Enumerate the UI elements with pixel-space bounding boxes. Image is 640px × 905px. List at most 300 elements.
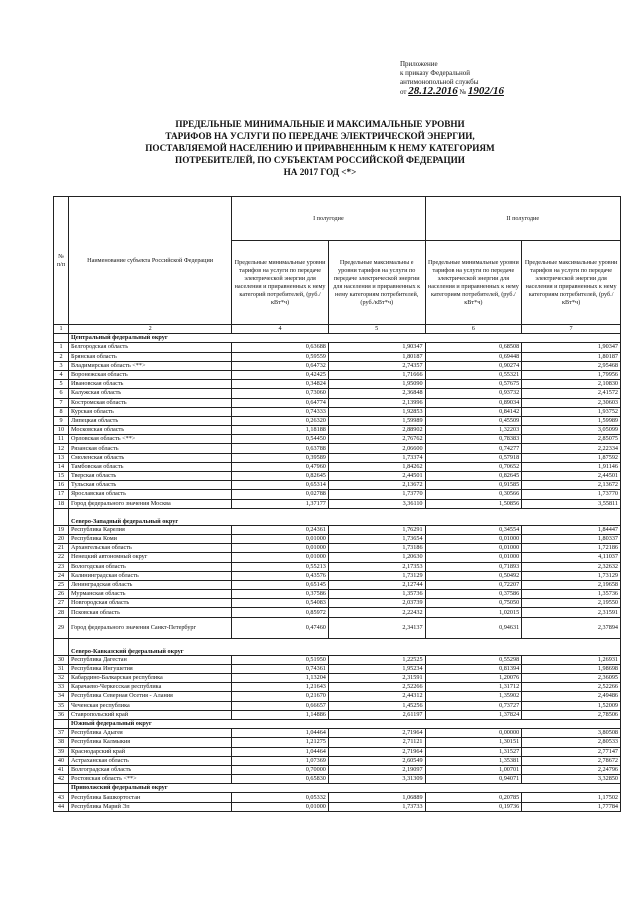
max-tariff-h2: 2,95468 — [522, 361, 621, 370]
min-tariff-h1: 0,65830 — [232, 775, 329, 784]
max-tariff-h2: 3,55811 — [522, 499, 621, 508]
subject-name: Орловская область <**> — [69, 435, 232, 444]
max-tariff-h2: 2,44501 — [522, 472, 621, 481]
min-tariff-h1: 1,13204 — [232, 674, 329, 683]
row-number: 21 — [54, 544, 69, 553]
subject-name: Республика Северная Осетия - Алания — [69, 692, 232, 701]
title-line-2: ТАРИФОВ НА УСЛУГИ ПО ПЕРЕДАЧЕ ЭЛЕКТРИЧЕСКОЙ ЭНЕРГИИ, — [165, 131, 475, 141]
section-row — [54, 719, 621, 728]
header-subject: Наименование субъекта Российской Федерации — [69, 197, 232, 325]
max-tariff-h1: 2,13996 — [328, 398, 425, 407]
section-title: Северо-Западный федеральный округ — [69, 508, 621, 525]
min-tariff-h2: 0,93732 — [425, 389, 522, 398]
max-tariff-h2: 1,98698 — [522, 664, 621, 673]
table-row — [54, 398, 621, 407]
table-row — [54, 490, 621, 499]
table-row — [54, 802, 621, 811]
section-num-cell — [54, 508, 69, 525]
min-tariff-h1: 0,01000 — [232, 802, 329, 811]
section-title: Северо-Кавказский федеральный округ — [69, 638, 621, 655]
row-number: 44 — [54, 802, 69, 811]
max-tariff-h1: 1,73654 — [328, 534, 425, 543]
row-number: 25 — [54, 580, 69, 589]
min-tariff-h2: 0,20785 — [425, 793, 522, 802]
max-tariff-h2: 2,31591 — [522, 608, 621, 617]
row-number: 9 — [54, 416, 69, 425]
table-row — [54, 352, 621, 361]
row-number: 22 — [54, 553, 69, 562]
max-tariff-h1: 1,59989 — [328, 416, 425, 425]
max-tariff-h2: 2,10830 — [522, 380, 621, 389]
max-tariff-h2: 3,80508 — [522, 729, 621, 738]
document-title — [110, 118, 530, 178]
max-tariff-h2: 2,32632 — [522, 562, 621, 571]
max-tariff-h2: 1,73129 — [522, 571, 621, 580]
min-tariff-h1: 0,64732 — [232, 361, 329, 370]
appendix-line-2: к приказу Федеральной — [400, 69, 470, 77]
row-number: 15 — [54, 472, 69, 481]
max-tariff-h2: 1,93752 — [522, 407, 621, 416]
max-tariff-h1: 2,03739 — [328, 599, 425, 608]
min-tariff-h1: 0,42425 — [232, 370, 329, 379]
row-number: 6 — [54, 389, 69, 398]
min-tariff-h2: 0,84142 — [425, 407, 522, 416]
min-tariff-h2: 0,70652 — [425, 462, 522, 471]
subject-name: Рязанская область — [69, 444, 232, 453]
max-tariff-h2: 1,90347 — [522, 343, 621, 352]
min-tariff-h2: 1,37824 — [425, 710, 522, 719]
max-tariff-h1: 1,73374 — [328, 453, 425, 462]
table-row — [54, 481, 621, 490]
section-row — [54, 638, 621, 655]
table-row — [54, 747, 621, 756]
order-date: 28.12.2016 — [408, 85, 458, 97]
min-tariff-h2: 1,35381 — [425, 756, 522, 765]
row-number: 20 — [54, 534, 69, 543]
max-tariff-h1: 2,36848 — [328, 389, 425, 398]
max-tariff-h2: 1,73770 — [522, 490, 621, 499]
max-tariff-h2: 4,11037 — [522, 553, 621, 562]
row-number: 19 — [54, 525, 69, 534]
subject-name: Город федерального значения Санкт-Петербург — [69, 617, 232, 638]
min-tariff-h1: 0,74361 — [232, 664, 329, 673]
row-number: 35 — [54, 701, 69, 710]
max-tariff-h2: 3,05099 — [522, 426, 621, 435]
row-number: 31 — [54, 664, 69, 673]
section-title: Центральный федеральный округ — [69, 334, 621, 343]
header-max-1: Предельные максимальны е уровни тарифов на услуги по передаче электрической энергии для населения и приравненных к нему категориям потребителей, (руб./кВт*ч) — [328, 241, 425, 325]
max-tariff-h2: 2,77147 — [522, 747, 621, 756]
max-tariff-h2: 1,87592 — [522, 453, 621, 462]
subject-name: Липецкая область — [69, 416, 232, 425]
min-tariff-h2: 1,20076 — [425, 674, 522, 683]
min-tariff-h2: 0,19736 — [425, 802, 522, 811]
max-tariff-h1: 2,71964 — [328, 747, 425, 756]
min-tariff-h1: 1,04464 — [232, 729, 329, 738]
subject-name: Тверская область — [69, 472, 232, 481]
min-tariff-h1: 1,18188 — [232, 426, 329, 435]
min-tariff-h2: 0,75050 — [425, 599, 522, 608]
min-tariff-h1: 0,73060 — [232, 389, 329, 398]
max-tariff-h2: 2,80533 — [522, 738, 621, 747]
col-index-4: 4 — [232, 325, 329, 334]
min-tariff-h1: 0,47460 — [232, 617, 329, 638]
max-tariff-h1: 2,13672 — [328, 481, 425, 490]
max-tariff-h1: 2,17353 — [328, 562, 425, 571]
tariff-table — [53, 196, 621, 812]
min-tariff-h1: 0,01000 — [232, 553, 329, 562]
max-tariff-h1: 2,19097 — [328, 765, 425, 774]
subject-name: Республика Ингушетия — [69, 664, 232, 673]
max-tariff-h1: 1,20630 — [328, 553, 425, 562]
title-line-5: НА 2017 ГОД <*> — [283, 167, 357, 177]
row-number: 4 — [54, 370, 69, 379]
min-tariff-h1: 0,82645 — [232, 472, 329, 481]
number-prefix: № — [459, 88, 467, 96]
min-tariff-h2: 0,30566 — [425, 490, 522, 499]
table-row — [54, 380, 621, 389]
max-tariff-h2: 2,52266 — [522, 683, 621, 692]
subject-name: Волгоградская область — [69, 765, 232, 774]
min-tariff-h2: 1,02015 — [425, 608, 522, 617]
table-row — [54, 453, 621, 462]
min-tariff-h2: 0,55298 — [425, 655, 522, 664]
row-number: 7 — [54, 398, 69, 407]
max-tariff-h2: 2,41572 — [522, 389, 621, 398]
min-tariff-h1: 0,85972 — [232, 608, 329, 617]
subject-name: Ставропольский край — [69, 710, 232, 719]
col-index-7: 7 — [522, 325, 621, 334]
row-number: 30 — [54, 655, 69, 664]
min-tariff-h1: 1,37177 — [232, 499, 329, 508]
table-row — [54, 655, 621, 664]
min-tariff-h2: 1,30151 — [425, 738, 522, 747]
min-tariff-h1: 0,70000 — [232, 765, 329, 774]
subject-name: Архангельская область — [69, 544, 232, 553]
subject-name: Владимирская область <**> — [69, 361, 232, 370]
min-tariff-h1: 0,43576 — [232, 571, 329, 580]
row-number: 17 — [54, 490, 69, 499]
subject-name: Ивановская область — [69, 380, 232, 389]
min-tariff-h2: 0,94071 — [425, 775, 522, 784]
max-tariff-h2: 2,19658 — [522, 580, 621, 589]
title-line-1: ПРЕДЕЛЬНЫЕ МИНИМАЛЬНЫЕ И МАКСИМАЛЬНЫЕ УРОВНИ — [175, 119, 465, 129]
table-row — [54, 562, 621, 571]
section-num-cell — [54, 334, 69, 343]
row-number: 5 — [54, 380, 69, 389]
max-tariff-h1: 1,22525 — [328, 655, 425, 664]
min-tariff-h1: 0,05332 — [232, 793, 329, 802]
header-half-1: I полугодие — [232, 197, 425, 241]
table-row — [54, 416, 621, 425]
max-tariff-h1: 1,73129 — [328, 571, 425, 580]
min-tariff-h1: 0,55213 — [232, 562, 329, 571]
min-tariff-h2: 1,31527 — [425, 747, 522, 756]
table-row — [54, 580, 621, 589]
min-tariff-h2: 0,71893 — [425, 562, 522, 571]
min-tariff-h1: 0,59559 — [232, 352, 329, 361]
subject-name: Город федерального значения Москва — [69, 499, 232, 508]
max-tariff-h2: 1,52009 — [522, 701, 621, 710]
max-tariff-h1: 2,34137 — [328, 617, 425, 638]
subject-name: Ленинградская область — [69, 580, 232, 589]
row-number: 8 — [54, 407, 69, 416]
table-row — [54, 499, 621, 508]
row-number: 23 — [54, 562, 69, 571]
min-tariff-h2: 1,00701 — [425, 765, 522, 774]
min-tariff-h1: 0,74333 — [232, 407, 329, 416]
row-number: 2 — [54, 352, 69, 361]
max-tariff-h1: 1,73186 — [328, 544, 425, 553]
subject-name: Карачаево-Черкесская республика — [69, 683, 232, 692]
min-tariff-h2: 0,01000 — [425, 544, 522, 553]
row-number: 43 — [54, 793, 69, 802]
row-number: 12 — [54, 444, 69, 453]
appendix-block — [400, 60, 504, 97]
min-tariff-h1: 0,39589 — [232, 453, 329, 462]
min-tariff-h1: 0,54083 — [232, 599, 329, 608]
min-tariff-h2: 0,73727 — [425, 701, 522, 710]
max-tariff-h1: 2,61197 — [328, 710, 425, 719]
max-tariff-h1: 2,44312 — [328, 692, 425, 701]
min-tariff-h1: 1,14886 — [232, 710, 329, 719]
max-tariff-h2: 2,78506 — [522, 710, 621, 719]
min-tariff-h2: 1,32203 — [425, 426, 522, 435]
min-tariff-h1: 0,54450 — [232, 435, 329, 444]
max-tariff-h1: 1,76291 — [328, 525, 425, 534]
max-tariff-h1: 2,22432 — [328, 608, 425, 617]
table-row — [54, 590, 621, 599]
max-tariff-h1: 1,90347 — [328, 343, 425, 352]
section-title: Приволжский федеральный округ — [69, 784, 621, 793]
row-number: 29 — [54, 617, 69, 638]
max-tariff-h2: 2,19550 — [522, 599, 621, 608]
table-row — [54, 701, 621, 710]
min-tariff-h2: 0,57918 — [425, 453, 522, 462]
min-tariff-h1: 0,26320 — [232, 416, 329, 425]
header-half-2: II полугодие — [425, 197, 620, 241]
min-tariff-h1: 0,37586 — [232, 590, 329, 599]
max-tariff-h2: 1,80187 — [522, 352, 621, 361]
max-tariff-h1: 3,31309 — [328, 775, 425, 784]
table-row — [54, 361, 621, 370]
min-tariff-h1: 0,63688 — [232, 343, 329, 352]
min-tariff-h2: 0,74277 — [425, 444, 522, 453]
subject-name: Республика Адыгея — [69, 729, 232, 738]
section-num-cell — [54, 638, 69, 655]
max-tariff-h2: 2,13672 — [522, 481, 621, 490]
table-row — [54, 793, 621, 802]
section-row — [54, 334, 621, 343]
table-row — [54, 426, 621, 435]
max-tariff-h2: 2,85075 — [522, 435, 621, 444]
subject-name: Воронежская область — [69, 370, 232, 379]
appendix-date-line — [400, 87, 504, 97]
subject-name: Республика Калмыкия — [69, 738, 232, 747]
appendix-line-1: Приложение — [400, 60, 438, 68]
min-tariff-h2: 0,90274 — [425, 361, 522, 370]
max-tariff-h1: 2,60549 — [328, 756, 425, 765]
table-row — [54, 738, 621, 747]
table-row — [54, 775, 621, 784]
max-tariff-h2: 1,26931 — [522, 655, 621, 664]
subject-name: Московская область — [69, 426, 232, 435]
row-number: 10 — [54, 426, 69, 435]
table-row — [54, 756, 621, 765]
col-index-6: 6 — [425, 325, 522, 334]
table-row — [54, 389, 621, 398]
table-row — [54, 674, 621, 683]
min-tariff-h2: 0,00000 — [425, 729, 522, 738]
title-line-4: ПОТРЕБИТЕЛЕЙ, ПО СУБЪЕКТАМ РОССИЙСКОЙ ФЕДЕРАЦИИ — [175, 155, 465, 165]
min-tariff-h2: 0,55321 — [425, 370, 522, 379]
min-tariff-h1: 1,04464 — [232, 747, 329, 756]
max-tariff-h1: 1,92853 — [328, 407, 425, 416]
table-row — [54, 444, 621, 453]
table-row — [54, 544, 621, 553]
min-tariff-h2: 0,81394 — [425, 664, 522, 673]
max-tariff-h1: 1,73733 — [328, 802, 425, 811]
subject-name: Ярославская область — [69, 490, 232, 499]
table-row — [54, 710, 621, 719]
row-number: 1 — [54, 343, 69, 352]
header-num: № п/п — [54, 197, 69, 325]
table-row — [54, 608, 621, 617]
max-tariff-h2: 1,79956 — [522, 370, 621, 379]
max-tariff-h1: 1,95090 — [328, 380, 425, 389]
min-tariff-h1: 1,21643 — [232, 683, 329, 692]
min-tariff-h1: 0,24361 — [232, 525, 329, 534]
max-tariff-h2: 2,30603 — [522, 398, 621, 407]
min-tariff-h2: 1,31712 — [425, 683, 522, 692]
section-title: Южный федеральный округ — [69, 719, 621, 728]
max-tariff-h1: 1,80187 — [328, 352, 425, 361]
subject-name: Тамбовская область — [69, 462, 232, 471]
subject-name: Краснодарский край — [69, 747, 232, 756]
max-tariff-h2: 2,78672 — [522, 756, 621, 765]
max-tariff-h1: 1,84262 — [328, 462, 425, 471]
min-tariff-h2: 0,01000 — [425, 534, 522, 543]
subject-name: Брянская область — [69, 352, 232, 361]
max-tariff-h2: 2,37894 — [522, 617, 621, 638]
row-number: 14 — [54, 462, 69, 471]
table-row — [54, 553, 621, 562]
header-min-2: Предельные минимальные уровни тарифов на услуги по передаче электрической энергии для населения и приравненных к нему категориям потребителей, (руб./кВт*ч) — [425, 241, 522, 325]
min-tariff-h2: 0,37586 — [425, 590, 522, 599]
min-tariff-h1: 0,34824 — [232, 380, 329, 389]
min-tariff-h2: 0,91585 — [425, 481, 522, 490]
min-tariff-h1: 0,65145 — [232, 580, 329, 589]
max-tariff-h1: 1,95234 — [328, 664, 425, 673]
subject-name: Мурманская область — [69, 590, 232, 599]
row-number: 3 — [54, 361, 69, 370]
row-number: 36 — [54, 710, 69, 719]
table-row — [54, 729, 621, 738]
row-number: 33 — [54, 683, 69, 692]
header-min-1: Предельные минимальные уровни тарифов на услуги по передаче электрической энергии для населения и приравненных к нему категорий потребителей, (руб./кВт*ч) — [232, 241, 329, 325]
title-line-3: ПОСТАВЛЯЕМОЙ НАСЕЛЕНИЮ И ПРИРАВНЕННЫМ К НЕМУ КАТЕГОРИЯМ — [145, 143, 495, 153]
min-tariff-h1: 0,66657 — [232, 701, 329, 710]
row-number: 27 — [54, 599, 69, 608]
table-row — [54, 683, 621, 692]
min-tariff-h1: 0,51950 — [232, 655, 329, 664]
table-row — [54, 692, 621, 701]
section-num-cell — [54, 784, 69, 793]
row-number: 32 — [54, 674, 69, 683]
min-tariff-h2: 0,01000 — [425, 553, 522, 562]
row-number: 38 — [54, 738, 69, 747]
max-tariff-h1: 2,71121 — [328, 738, 425, 747]
max-tariff-h1: 1,45256 — [328, 701, 425, 710]
subject-name: Псковская область — [69, 608, 232, 617]
max-tariff-h1: 1,71666 — [328, 370, 425, 379]
max-tariff-h2: 1,35736 — [522, 590, 621, 599]
max-tariff-h2: 2,24796 — [522, 765, 621, 774]
table-row — [54, 765, 621, 774]
subject-name: Республика Коми — [69, 534, 232, 543]
row-number: 39 — [54, 747, 69, 756]
subject-name: Республика Башкортостан — [69, 793, 232, 802]
max-tariff-h1: 1,35736 — [328, 590, 425, 599]
table-row — [54, 664, 621, 673]
min-tariff-h2: 0,34554 — [425, 525, 522, 534]
min-tariff-h2: 0,72207 — [425, 580, 522, 589]
table-row — [54, 534, 621, 543]
max-tariff-h1: 2,52266 — [328, 683, 425, 692]
row-number: 37 — [54, 729, 69, 738]
subject-name: Калужская область — [69, 389, 232, 398]
subject-name: Калининградская область — [69, 571, 232, 580]
table-row — [54, 599, 621, 608]
min-tariff-h1: 0,65314 — [232, 481, 329, 490]
subject-name: Астраханская область — [69, 756, 232, 765]
subject-name: Курская область — [69, 407, 232, 416]
subject-name: Республика Дагестан — [69, 655, 232, 664]
max-tariff-h1: 3,36110 — [328, 499, 425, 508]
subject-name: Чеченская республика — [69, 701, 232, 710]
min-tariff-h2: 0,68508 — [425, 343, 522, 352]
table-row — [54, 370, 621, 379]
max-tariff-h2: 1,59989 — [522, 416, 621, 425]
subject-name: Республика Марий Эл — [69, 802, 232, 811]
min-tariff-h1: 1,07369 — [232, 756, 329, 765]
min-tariff-h2: 0,57675 — [425, 380, 522, 389]
max-tariff-h2: 2,49486 — [522, 692, 621, 701]
order-number: 1902/16 — [467, 85, 504, 97]
row-number: 34 — [54, 692, 69, 701]
max-tariff-h2: 1,91146 — [522, 462, 621, 471]
max-tariff-h1: 2,06600 — [328, 444, 425, 453]
row-number: 28 — [54, 608, 69, 617]
min-tariff-h2: 0,50492 — [425, 571, 522, 580]
min-tariff-h2: 1,35902 — [425, 692, 522, 701]
subject-name: Ненецкий автономный округ — [69, 553, 232, 562]
min-tariff-h2: 0,89034 — [425, 398, 522, 407]
max-tariff-h2: 2,36095 — [522, 674, 621, 683]
row-number: 13 — [54, 453, 69, 462]
section-row — [54, 508, 621, 525]
row-number: 16 — [54, 481, 69, 490]
min-tariff-h1: 0,01000 — [232, 534, 329, 543]
max-tariff-h2: 1,72186 — [522, 544, 621, 553]
row-number: 42 — [54, 775, 69, 784]
row-number: 18 — [54, 499, 69, 508]
col-index-2: 2 — [69, 325, 232, 334]
row-number: 41 — [54, 765, 69, 774]
subject-name: Смоленская область — [69, 453, 232, 462]
subject-name: Вологодская область — [69, 562, 232, 571]
max-tariff-h1: 2,31591 — [328, 674, 425, 683]
